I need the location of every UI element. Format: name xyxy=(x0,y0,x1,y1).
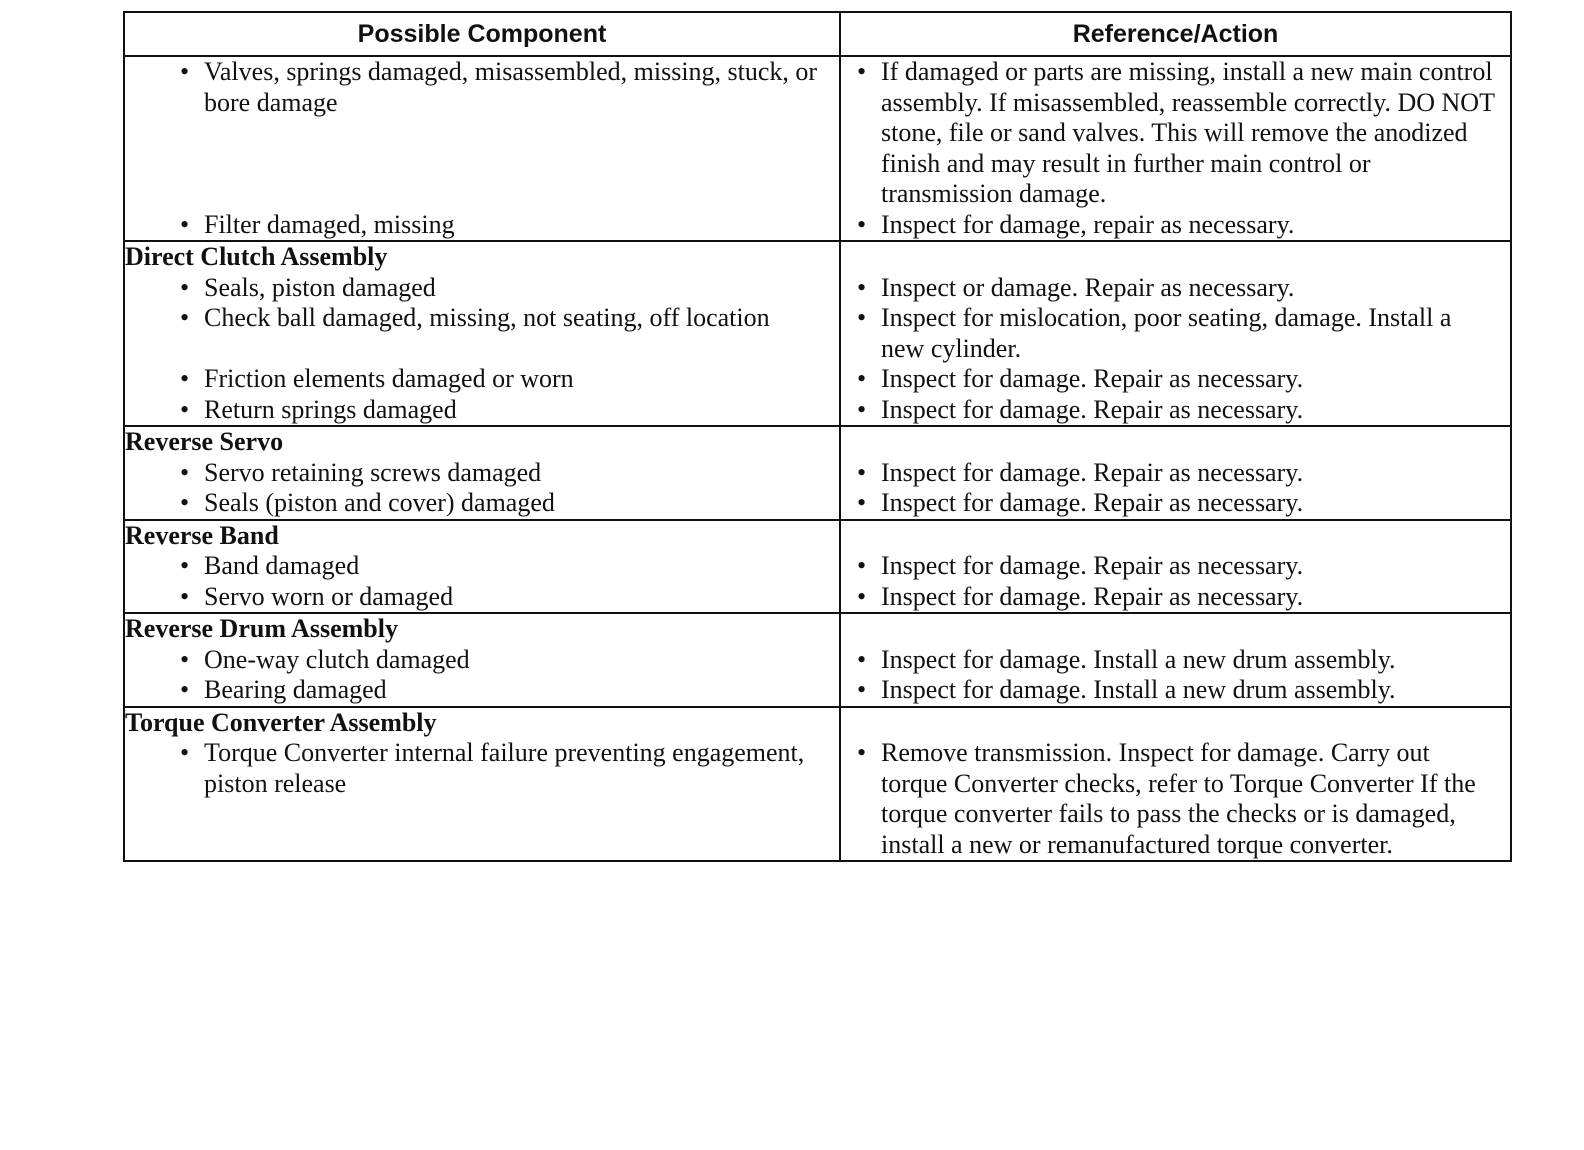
component-bullet-text: • Seals (piston and cover) damaged xyxy=(125,488,839,519)
table-row xyxy=(124,582,1511,614)
action-cell xyxy=(840,488,1511,520)
action-bullet-text: • Inspect for damage. Repair as necessary. xyxy=(841,364,1510,395)
group-heading: Torque Converter Assembly xyxy=(124,707,840,739)
group-heading-row xyxy=(124,520,1511,552)
component-cell xyxy=(124,273,840,304)
group-heading-empty-cell xyxy=(840,426,1511,458)
component-bullet-text: • Seals, piston damaged xyxy=(125,273,839,304)
action-bullet-text: • Inspect for damage, repair as necessary. xyxy=(841,210,1510,241)
action-cell xyxy=(840,364,1511,395)
action-cell xyxy=(840,303,1511,364)
action-bullet-text: • If damaged or parts are missing, install a new main control assembly. If misassembled, reassemble correctly. DO NOT stone, file or sand valves. This will remove the anodized finish and may result in further main control or transmission damage. xyxy=(841,57,1510,210)
action-bullet-text: • Inspect for damage. Repair as necessary. xyxy=(841,551,1510,582)
component-cell xyxy=(124,645,840,676)
action-bullet-text: • Remove transmission. Inspect for damage. Carry out torque Converter checks, refer to Torque Converter If the torque converter fails to pass the checks or is damaged, install a new or remanufactured torque converter. xyxy=(841,738,1510,860)
component-bullet-text: • Check ball damaged, missing, not seating, off location xyxy=(125,303,839,334)
action-cell xyxy=(840,675,1511,707)
action-cell xyxy=(840,210,1511,242)
group-heading-empty-cell xyxy=(840,613,1511,645)
table-row xyxy=(124,458,1511,489)
diagnosis-table xyxy=(123,11,1512,862)
component-bullet-text: • Return springs damaged xyxy=(125,395,839,426)
table-row xyxy=(124,303,1511,364)
component-bullet-text: • Servo retaining screws damaged xyxy=(125,458,839,489)
table-header-row xyxy=(124,12,1511,56)
table-row xyxy=(124,56,1511,210)
action-cell xyxy=(840,395,1511,427)
table-row xyxy=(124,395,1511,427)
component-bullet-text: • Band damaged xyxy=(125,551,839,582)
column-header-component: Possible Component xyxy=(124,12,840,56)
component-bullet-text: • Filter damaged, missing xyxy=(125,210,839,241)
component-bullet-text: • Torque Converter internal failure preventing engagement, piston release xyxy=(125,738,839,799)
table-row xyxy=(124,488,1511,520)
component-cell xyxy=(124,458,840,489)
group-heading-row xyxy=(124,241,1511,273)
column-header-action: Reference/Action xyxy=(840,12,1511,56)
component-cell xyxy=(124,551,840,582)
group-heading-empty-cell xyxy=(840,241,1511,273)
group-heading-row xyxy=(124,426,1511,458)
group-heading-row xyxy=(124,707,1511,739)
table-row xyxy=(124,738,1511,861)
action-bullet-text: • Inspect for damage. Repair as necessary. xyxy=(841,582,1510,613)
component-bullet-text: • One-way clutch damaged xyxy=(125,645,839,676)
action-bullet-text: • Inspect for damage. Repair as necessary. xyxy=(841,458,1510,489)
group-heading-row xyxy=(124,613,1511,645)
component-cell xyxy=(124,303,840,364)
component-bullet-text: • Valves, springs damaged, misassembled, missing, stuck, or bore damage xyxy=(125,57,839,118)
component-cell xyxy=(124,210,840,242)
group-heading: Reverse Band xyxy=(124,520,840,552)
action-cell xyxy=(840,273,1511,304)
table-row xyxy=(124,273,1511,304)
component-cell xyxy=(124,675,840,707)
action-bullet-text: • Inspect for damage. Install a new drum assembly. xyxy=(841,675,1510,706)
action-cell xyxy=(840,56,1511,210)
table-body xyxy=(124,56,1511,861)
action-cell xyxy=(840,551,1511,582)
component-cell xyxy=(124,488,840,520)
component-cell xyxy=(124,395,840,427)
action-cell xyxy=(840,645,1511,676)
action-cell xyxy=(840,582,1511,614)
action-bullet-text: • Inspect or damage. Repair as necessary. xyxy=(841,273,1510,304)
component-cell xyxy=(124,364,840,395)
action-bullet-text: • Inspect for damage. Repair as necessary. xyxy=(841,395,1510,426)
action-bullet-text: • Inspect for damage. Install a new drum assembly. xyxy=(841,645,1510,676)
group-heading: Reverse Drum Assembly xyxy=(124,613,840,645)
action-bullet-text: • Inspect for damage. Repair as necessary. xyxy=(841,488,1510,519)
group-heading: Direct Clutch Assembly xyxy=(124,241,840,273)
group-heading-empty-cell xyxy=(840,520,1511,552)
component-cell xyxy=(124,56,840,210)
component-bullet-text: • Servo worn or damaged xyxy=(125,582,839,613)
component-bullet-text: • Friction elements damaged or worn xyxy=(125,364,839,395)
action-cell xyxy=(840,458,1511,489)
action-cell xyxy=(840,738,1511,861)
table-row xyxy=(124,675,1511,707)
table-row xyxy=(124,551,1511,582)
component-bullet-text: • Bearing damaged xyxy=(125,675,839,706)
table-row xyxy=(124,364,1511,395)
table-row xyxy=(124,210,1511,242)
action-bullet-text: • Inspect for mislocation, poor seating, damage. Install a new cylinder. xyxy=(841,303,1510,364)
table-row xyxy=(124,645,1511,676)
group-heading-empty-cell xyxy=(840,707,1511,739)
group-heading: Reverse Servo xyxy=(124,426,840,458)
component-cell xyxy=(124,582,840,614)
component-cell xyxy=(124,738,840,861)
